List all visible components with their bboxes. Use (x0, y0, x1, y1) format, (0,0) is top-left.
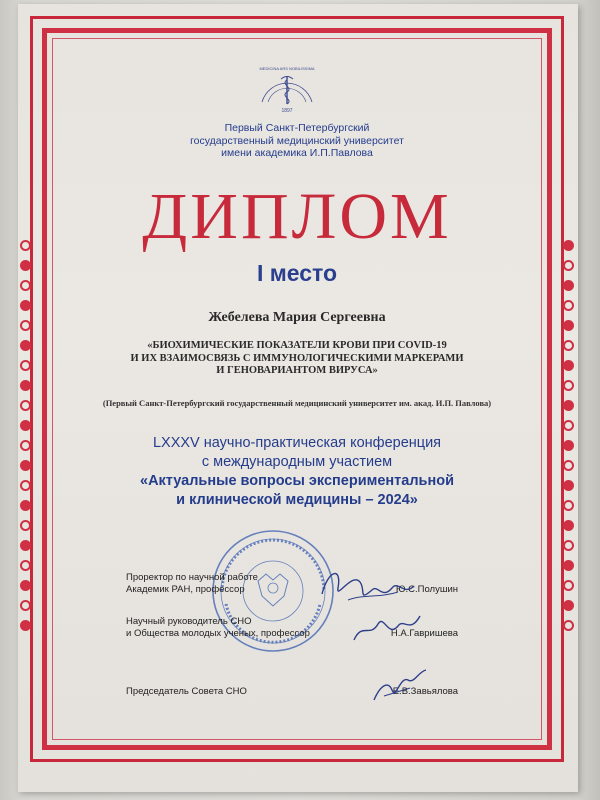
logo-year: 1897 (281, 108, 293, 114)
place-award: I место (256, 260, 338, 286)
diploma-sheet (18, 4, 578, 792)
signatory-name: Н.А.Гавришева (390, 628, 458, 639)
university-line: имени академика И.П.Павлова (221, 147, 373, 159)
university-logo-icon (254, 62, 320, 122)
diploma-title: ДИПЛОМ (142, 180, 452, 253)
right-dot-ornament (563, 240, 574, 631)
university-name (58, 122, 536, 160)
left-dot-ornament (20, 240, 31, 631)
signatory-name: Е.В.Завьялова (392, 686, 458, 697)
work-title-line: «БИОХИМИЧЕСКИЕ ПОКАЗАТЕЛИ КРОВИ ПРИ COVID-19 (147, 340, 447, 351)
signatory-role-line: Председатель Совета СНО (126, 686, 247, 697)
conference-theme-line: «Актуальные вопросы экспериментальной (140, 473, 454, 489)
conference-name (58, 434, 536, 472)
conference-line: LXXXV научно-практическая конференция (152, 435, 442, 451)
work-title-line: И ИХ ВЗАИМОСВЯЗЬ С ИММУНОЛОГИЧЕСКИМИ МАРКЕРАМИ (130, 352, 464, 364)
recipient-name: Жебелева Мария Сергеевна (208, 310, 386, 325)
work-title-line: И ГЕНОВАРИАНТОМ ВИРУСА» (216, 365, 378, 376)
conference-theme-line: и клинической медицины – 2024» (176, 492, 418, 508)
signatory-role-line: Научный руководитель СНО (126, 616, 252, 627)
signature-zavyalova-icon (370, 666, 430, 704)
conference-theme (58, 472, 536, 510)
signatory-role-line: и Общества молодых ученых, профессор (126, 628, 310, 639)
signatory-role-line: Проректор по научной работе (126, 572, 258, 583)
affiliation: (Первый Санкт-Петербургский государственный медицинский университет им. акад. И.П. Павлова) (102, 398, 492, 408)
signatory-role-line: Академик РАН, профессор (126, 584, 245, 595)
logo-caption: MEDICINA ARS NOBILISSIMA (259, 66, 315, 71)
work-title (58, 340, 536, 378)
signatory-role (126, 686, 247, 698)
conference-line: с международным участием (201, 454, 393, 470)
signatory-role (126, 572, 258, 596)
signatory-role (126, 616, 310, 640)
university-line: государственный медицинский университет (190, 134, 404, 147)
university-line: Первый Санкт-Петербургский (224, 122, 370, 134)
signatory-name: Ю.С.Полушин (395, 584, 458, 595)
signature-polushin-icon (318, 560, 428, 608)
signature-gavrisheva-icon (348, 608, 428, 648)
